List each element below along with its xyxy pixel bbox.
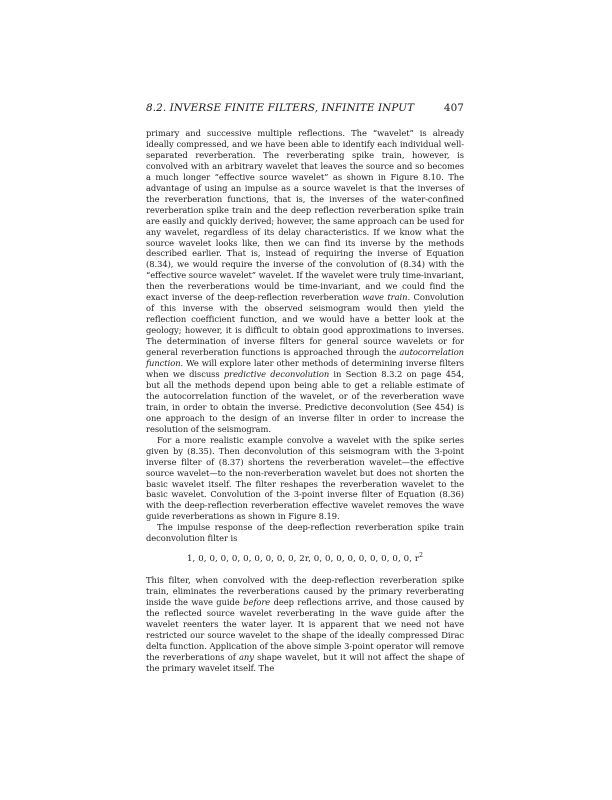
running-header	[146, 102, 464, 114]
emphasis-autocorrelation-function: autocorrelation function.	[146, 347, 464, 369]
section-title: 8.2. INVERSE FINITE FILTERS, INFINITE INPUT	[146, 102, 415, 114]
equation-terms: 1, 0, 0, 0, 0, 0, 0, 0, 0, 0, 2r, 0, 0, 0, 0, 0, 0, 0, 0, 0, r	[186, 554, 420, 565]
paragraph-1	[146, 128, 464, 435]
emphasis-wave-train: wave train.	[362, 292, 411, 303]
page-number: 407	[443, 102, 464, 114]
paragraph-1-text-b: Convolution of this inverse with the observed seismogram would then yield the reflection coefficient function, and we would have a better look at the geology; however, it is difficult to obtain good approximations to inverses. The determination of inverse filters for general source wavelets or for general reverberation functions is approached through the	[146, 292, 464, 358]
paragraph-4	[146, 575, 464, 674]
body-text	[146, 128, 464, 674]
paragraph-2: For a more realistic example convolve a wavelet with the spike series given by (8.35). Then deconvolution of this seismogram with the 3-point inverse filter of (8.37) shortens the reverberation wavelet—the effective source wavelet—to the non-reverberation wavelet but does not shorten the basic wavelet itself. The filter reshapes the reverberation wavelet to the basic wavelet. Convolution of the 3-point inverse filter of Equation (8.36) with the deep-reflection reverberation effective wavelet removes the wave guide reverberations as shown in Figure 8.19.	[146, 434, 464, 522]
emphasis-before: before	[243, 597, 271, 608]
paragraph-4-text-c: shape wavelet, but it will not affect the shape of the primary wavelet itself. The	[146, 651, 464, 673]
equation-exponent: 2	[419, 552, 423, 560]
paragraph-1-text-d: in Section 8.3.2 on page 454, but all the methods depend upon being able to get a reliable estimate of the autocorrelation function of the wavelet, or of the reverberation wave train, in order to obtain the inverse. Predictive deconvolution (See 454) is one approach to the design of an inverse filter in order to increase the resolution of the seismogram.	[146, 368, 464, 434]
filter-equation	[146, 554, 464, 565]
paragraph-1-text-a: primary and successive multiple reflections. The “wavelet” is already ideally compressed, and we have been able to identify each individual well-separated reverberation. The reverberating spike train, however, is convolved with an arbitrary wavelet that leaves the source and so becomes a much longer “effective source wavelet” as shown in Figure 8.10. The advantage of using an impulse as a source wavelet is that the inverses of the reverberation functions, that is, the inverses of the water-confined reverberation spike train and the deep reflection reverberation spike train are easily and quickly derived; however, the same approach can be used for any wavelet, regardless of its delay characteristics. If we know what the source wavelet looks like, then we can find its inverse by the methods described earlier. That is, instead of requiring the inverse of Equation (8.34), we would require the inverse of the convolution of (8.34) with the “effective source wavelet” wavelet. If the wavelet were truly time-invariant, then the reverberations would be time-invariant, and we could find the exact inverse of the deep-reflection reverberation	[146, 128, 464, 303]
paragraph-4-text-a: This filter, when convolved with the deep-reflection reverberation spike train, eliminates the reverberations caused by the primary reverberating inside the wave guide	[146, 575, 464, 608]
paragraph-1-text-c: We will explore later other methods of determining inverse filters when we discuss	[146, 358, 464, 379]
emphasis-any: any	[238, 651, 254, 662]
paragraph-4-text-b: deep reflections arrive, and those caused by the reflected source wavelet reverberating in the wave guide after the wavelet reenters the water layer. It is apparent that we need not have restricted our source wavelet to the shape of the ideally compressed Dirac delta function. Application of the above simple 3-point operator will remove the reverberations of	[146, 597, 464, 662]
emphasis-predictive-deconvolution: predictive deconvolution	[223, 368, 330, 379]
paragraph-3: The impulse response of the deep-reflection reverberation spike train deconvolution filter is	[146, 522, 464, 544]
